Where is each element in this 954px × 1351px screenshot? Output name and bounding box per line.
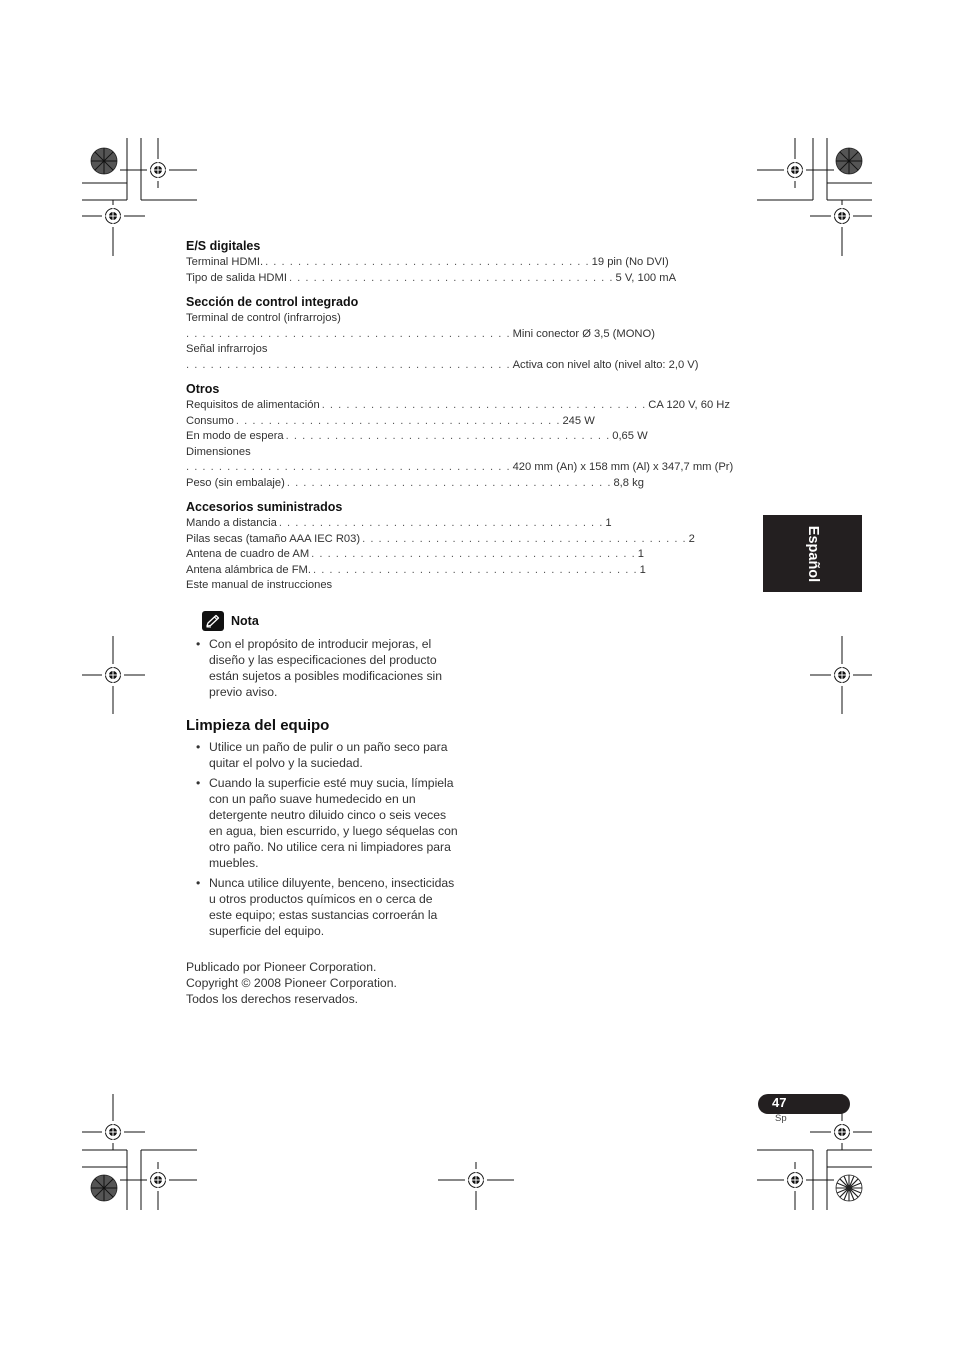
spec-row: Tipo de salida HDMI . . . . . . . . . . . . . . . . . . . . . . . . . . . . . . . . . . . . . . . . 5 V, 100 mA — [186, 271, 677, 284]
copyright-line: Copyright © 2008 Pioneer Corporation. — [186, 976, 397, 990]
cleaning-list — [186, 739, 458, 939]
list-item: • Con el propósito de introducir mejoras, el diseño y las especificaciones del producto están sujetos a posibles modificaciones sin previo aviso. — [196, 636, 458, 700]
section-heading: Sección de control integrado — [186, 295, 359, 309]
spec-control — [186, 294, 699, 373]
spec-digital-io — [186, 238, 677, 286]
language-side-tab — [763, 515, 862, 592]
note-heading — [202, 610, 458, 632]
spec-row: Consumo . . . . . . . . . . . . . . . . . . . . . . . . . . . . . . . . . . . . . . . . 245 W — [186, 414, 595, 427]
publisher-line: Publicado por Pioneer Corporation. — [186, 960, 377, 974]
note-list — [186, 636, 458, 700]
section-heading: Otros — [186, 382, 220, 396]
cleaning-title: Limpieza del equipo — [186, 716, 330, 734]
pencil-note-icon — [202, 611, 224, 631]
spec-accessories — [186, 499, 695, 594]
spec-label: Dimensiones — [186, 445, 251, 458]
page-number-badge — [758, 1094, 850, 1114]
spec-row: Antena alámbrica de FM. . . . . . . . . . . . . . . . . . . . . . . . . . . . . . . . . . . . . . . . . 1 — [186, 563, 646, 576]
note-label: Nota — [231, 613, 259, 628]
spec-row: . . . . . . . . . . . . . . . . . . . . . . . . . . . . . . . . . . . . . . . . Mini conector Ø 3,5 (MONO) — [186, 327, 655, 340]
spec-label: Señal infrarrojos — [186, 343, 268, 355]
section-heading: Accesorios suministrados — [186, 500, 343, 514]
spec-row: Peso (sin embalaje) . . . . . . . . . . . . . . . . . . . . . . . . . . . . . . . . . . . . . . . . 8,8 kg — [186, 476, 644, 489]
spec-row: Pilas secas (tamaño AAA IEC R03) . . . . . . . . . . . . . . . . . . . . . . . . . . . . . . . . . . . . . . . . 2 — [186, 532, 695, 545]
spec-label: Este manual de instrucciones — [186, 579, 333, 591]
spec-otros — [186, 381, 734, 491]
rights-line: Todos los derechos reservados. — [186, 992, 359, 1006]
spec-row: . . . . . . . . . . . . . . . . . . . . . . . . . . . . . . . . . . . . . . . . 420 mm (An) x 158 mm (Al) x 347,7 mm (Pr) — [186, 461, 734, 473]
section-heading: E/S digitales — [186, 239, 261, 253]
spec-label: Terminal de control (infrarrojos) — [186, 312, 341, 324]
page-language-code: Sp — [775, 1113, 787, 1124]
spec-row: Requisitos de alimentación . . . . . . . . . . . . . . . . . . . . . . . . . . . . . . . . . . . . . . . . CA 120 V, 60 Hz — [186, 399, 730, 411]
page-number: 47 — [772, 1095, 787, 1110]
spec-row: En modo de espera . . . . . . . . . . . . . . . . . . . . . . . . . . . . . . . . . . . . . . . . 0,65 W — [186, 430, 648, 442]
spec-row: . . . . . . . . . . . . . . . . . . . . . . . . . . . . . . . . . . . . . . . . Activa con nivel alto (nivel alto: 2,0 V) — [186, 358, 699, 371]
list-item: • Utilice un paño de pulir o un paño seco para quitar el polvo y la suciedad. — [196, 739, 458, 771]
publisher-info — [186, 959, 397, 1007]
spec-row: Terminal HDMI. . . . . . . . . . . . . . . . . . . . . . . . . . . . . . . . . . . . . . . . . 19 pin (No DVI) — [186, 256, 669, 268]
spec-row: Antena de cuadro de AM . . . . . . . . . . . . . . . . . . . . . . . . . . . . . . . . . . . . . . . . 1 — [186, 548, 644, 560]
list-item: • Cuando la superficie esté muy sucia, límpiela con un paño suave humedecido en un detergente neutro diluido cinco o seis veces en agua, bien escurrido, y luego séquelas con otro paño. No utilice cera ni limpiadores para muebles. — [196, 775, 458, 871]
list-item: • Nunca utilice diluyente, benceno, insecticidas u otros productos químicos en o cerca de este equipo; estas sustancias corroerán la superficie del equipo. — [196, 875, 458, 939]
language-tab-label: Español — [804, 525, 821, 582]
spec-row: Mando a distancia . . . . . . . . . . . . . . . . . . . . . . . . . . . . . . . . . . . . . . . . 1 — [186, 517, 612, 529]
main-column — [186, 238, 734, 943]
